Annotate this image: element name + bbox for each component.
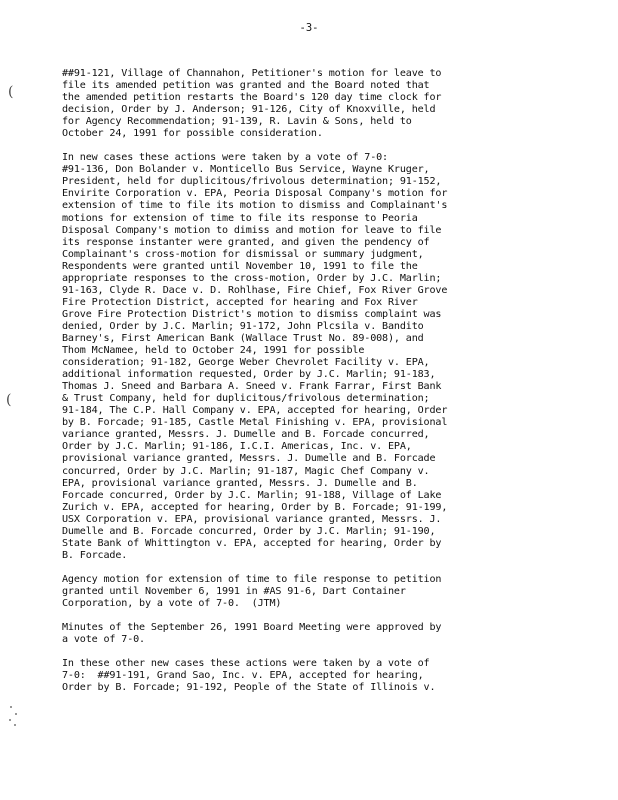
margin-mark: ( bbox=[6, 392, 12, 408]
text-line: Forcade concurred, Order by J.C. Marlin; 91-188, Village of Lake bbox=[62, 489, 442, 501]
text-line: Barney's, First American Bank (Wallace Trust No. 89-008), and bbox=[62, 332, 424, 344]
text-line: Thomas J. Sneed and Barbara A. Sneed v. Frank Farrar, First Bank bbox=[62, 381, 442, 393]
text-line: denied, Order by J.C. Marlin; 91-172, John Plcsila v. Bandito bbox=[62, 320, 424, 332]
text-line: Complainant's cross-motion for dismissal or summary judgment, bbox=[62, 248, 424, 260]
text-line: decision, Order by J. Anderson; 91-126, City of Knoxville, held bbox=[62, 104, 436, 116]
text-line: Grove Fire Protection District's motion to dismiss complaint was bbox=[62, 308, 442, 320]
text-line: provisional variance granted, Messrs. J. Dumelle and B. Forcade bbox=[62, 453, 436, 465]
text-line: file its amended petition was granted and the Board noted that bbox=[62, 80, 430, 92]
text-line: by B. Forcade; 91-185, Castle Metal Finishing v. EPA, provisional bbox=[62, 417, 448, 429]
text-line: extension of time to file its motion to dismiss and Complainant's bbox=[62, 200, 448, 212]
text-line: EPA, provisional variance granted, Messrs. J. Dumelle and B. bbox=[62, 477, 418, 489]
text-line: B. Forcade. bbox=[62, 549, 128, 561]
paragraph bbox=[62, 658, 552, 694]
text-line: State Bank of Whittington v. EPA, accepted for hearing, Order by bbox=[62, 537, 442, 549]
text-line: Agency motion for extension of time to file response to petition bbox=[62, 573, 442, 585]
text-line: In these other new cases these actions were taken by a vote of bbox=[62, 658, 430, 670]
text-line: USX Corporation v. EPA, provisional variance granted, Messrs. J. bbox=[62, 513, 442, 525]
text-line: 91-163, Clyde R. Dace v. D. Rohlhase, Fire Chief, Fox River Grove bbox=[62, 284, 448, 296]
text-line: the amended petition restarts the Board's 120 day time clock for bbox=[62, 92, 442, 104]
text-line: additional information requested, Order by J.C. Marlin; 91-183, bbox=[62, 369, 436, 381]
text-line: a vote of 7-0. bbox=[62, 634, 145, 646]
minutes-body bbox=[62, 68, 552, 706]
text-line: Order by B. Forcade; 91-192, People of the State of Illinois v. bbox=[62, 682, 436, 694]
text-line: for Agency Recommendation; 91-139, R. Lavin & Sons, held to bbox=[62, 116, 412, 128]
text-line: Respondents were granted until November 10, 1991 to file the bbox=[62, 260, 418, 272]
paragraph bbox=[62, 152, 552, 562]
text-line: President, held for duplicitous/frivolous determination; 91-152, bbox=[62, 176, 442, 188]
text-line: Zurich v. EPA, accepted for hearing, Order by B. Forcade; 91-199, bbox=[62, 501, 448, 513]
paragraph bbox=[62, 68, 552, 140]
text-line: appropriate responses to the cross-motion, Order by J.C. Marlin; bbox=[62, 272, 442, 284]
text-line: motions for extension of time to file its response to Peoria bbox=[62, 212, 418, 224]
text-line: #91-136, Don Bolander v. Monticello Bus Service, Wayne Kruger, bbox=[62, 164, 430, 176]
text-line: granted until November 6, 1991 in #AS 91-6, Dart Container bbox=[62, 585, 406, 597]
text-line: concurred, Order by J.C. Marlin; 91-187, Magic Chef Company v. bbox=[62, 465, 430, 477]
text-line: October 24, 1991 for possible consideration. bbox=[62, 128, 323, 140]
margin-mark: ( bbox=[8, 84, 14, 100]
text-line: Minutes of the September 26, 1991 Board Meeting were approved by bbox=[62, 622, 442, 634]
paragraph bbox=[62, 574, 552, 610]
text-line: Dumelle and B. Forcade concurred, Order by J.C. Marlin; 91-190, bbox=[62, 525, 436, 537]
text-line: its response instanter were granted, and given the pendency of bbox=[62, 236, 430, 248]
text-line: Thom McNamee, held to October 24, 1991 for possible bbox=[62, 345, 365, 357]
text-line: ##91-121, Village of Channahon, Petitioner's motion for leave to bbox=[62, 68, 442, 79]
text-line: & Trust Company, held for duplicitous/frivolous determination; bbox=[62, 393, 430, 405]
scan-speck bbox=[9, 719, 11, 721]
text-line: 91-184, The C.P. Hall Company v. EPA, accepted for hearing, Order bbox=[62, 405, 448, 417]
text-line: Disposal Company's motion to dimiss and motion for leave to file bbox=[62, 224, 442, 236]
text-line: Fire Protection District, accepted for hearing and Fox River bbox=[62, 296, 418, 308]
text-line: Order by J.C. Marlin; 91-186, I.C.I. Americas, Inc. v. EPA, bbox=[62, 441, 412, 453]
paragraph bbox=[62, 622, 552, 646]
text-line: variance granted, Messrs. J. Dumelle and B. Forcade concurred, bbox=[62, 429, 430, 441]
text-line: consideration; 91-182, George Weber Chevrolet Facility v. EPA, bbox=[62, 357, 430, 369]
text-line: Envirite Corporation v. EPA, Peoria Disposal Company's motion for bbox=[62, 188, 448, 200]
text-line: 7-0: ##91-191, Grand Sao, Inc. v. EPA, accepted for hearing, bbox=[62, 670, 424, 682]
scan-speck bbox=[14, 724, 16, 726]
page-number: -3- bbox=[299, 22, 319, 34]
text-line: Corporation, by a vote of 7-0. (JTM) bbox=[62, 597, 282, 609]
scan-speck bbox=[15, 713, 17, 715]
scan-speck bbox=[10, 706, 12, 708]
text-line: In new cases these actions were taken by a vote of 7-0: bbox=[62, 152, 388, 164]
